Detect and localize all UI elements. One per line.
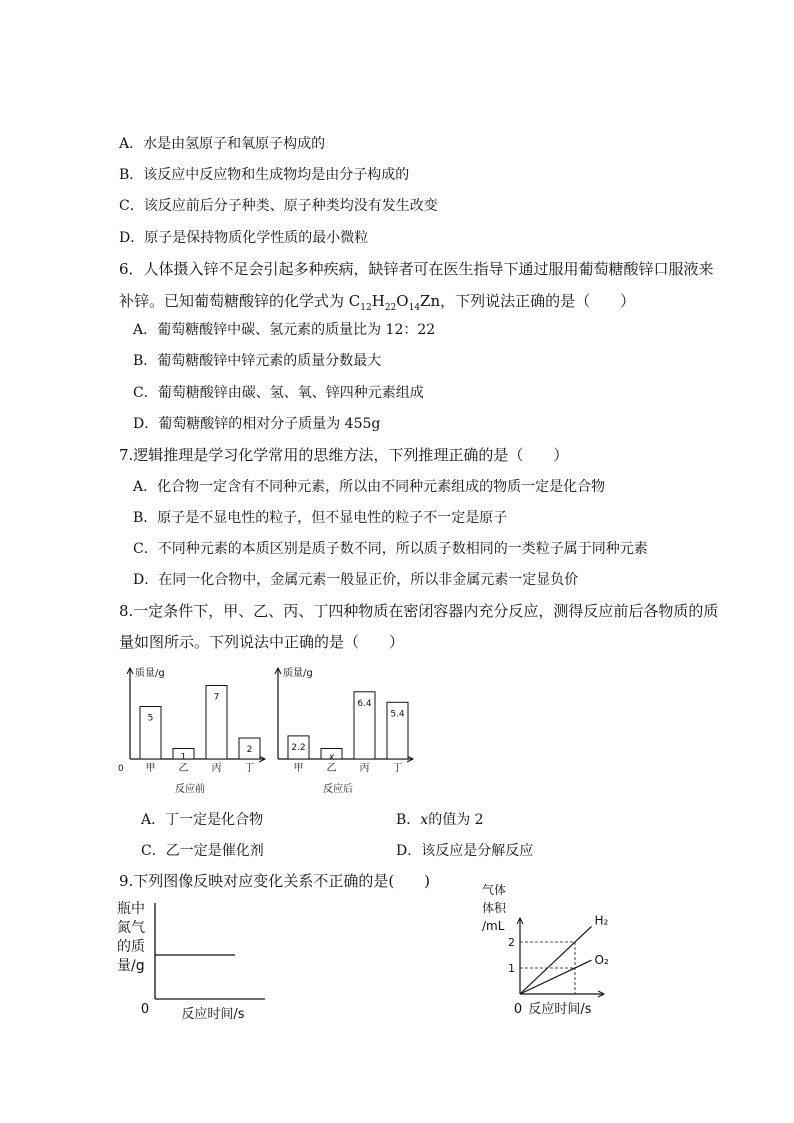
origin-label: 0 [140,1002,150,1017]
chart-title: 反应前 [175,784,205,795]
q6-stem-line2: 补锌。已知葡萄糖酸锌的化学式为 $C_{12}H_{22}O_{14}Zn$，下列说法正确的是（ ） [119,292,636,313]
y-axis-label: 质量/g [135,668,165,679]
q8-option-b: B．x的值为 2 [396,812,484,828]
q8-bar-charts [120,660,430,800]
q6-option-c: C．葡萄糖酸锌由碳、氢、氧、锌四种元素组成 [133,385,424,401]
origin-label: 0 [513,1002,523,1017]
y-axis-label-line: 量/g [117,958,145,974]
q8-stem-line2: 量如图所示。下列说法中正确的是（ ） [119,633,405,651]
q7-option-d: D．在同一化合物中，金属元素一般显正价，所以非金属元素一定显负价 [133,572,579,588]
bar-value-label: 6.4 [357,698,372,709]
y-axis-label-line: 体积 [482,901,507,915]
category-label: 丙 [211,763,222,774]
series-line-o2 [520,960,592,994]
y-axis-label-line: 瓶中 [117,901,145,917]
chart-title: 反应后 [323,784,353,795]
q5-option-c: C．该反应前后分子种类、原子种类均没有发生改变 [119,198,438,214]
category-label: 甲 [145,763,156,774]
q7-stem: 7.逻辑推理是学习化学常用的思维方法，下列推理正确的是（ ） [119,446,569,464]
category-label: 乙 [178,763,189,774]
bar-value-label: 5 [147,713,154,724]
chart-before-reaction [118,666,265,795]
category-label: 甲 [293,763,304,774]
q6-option-d: D．葡萄糖酸锌的相对分子质量为 455g [133,416,381,432]
category-label: 丁 [392,763,403,774]
y-tick-label: 2 [508,936,515,949]
bar-value-label: 2 [246,745,253,755]
category-label: 丙 [359,763,370,774]
y-axis-label-line: 氮气 [117,920,145,936]
bar-value-label: 2.2 [291,742,306,753]
series-label-o2: O₂ [594,953,609,968]
category-label: 丁 [244,763,255,774]
bar-value-label: 7 [213,692,220,703]
y-axis-label-line: 气体 [482,883,507,897]
q8-option-d: D．该反应是分解反应 [396,843,534,859]
y-axis-label-line: /mL [482,919,505,933]
q7-option-b: B．原子是不显电性的粒子，但不显电性的粒子不一定是原子 [133,510,508,526]
bar-value-label: 1 [180,752,187,763]
q6-option-b: B．葡萄糖酸锌中锌元素的质量分数最大 [133,353,382,369]
y-tick-label: 1 [508,962,515,975]
q6-stem-line1: 6．人体摄入锌不足会引起多种疾病，缺锌者可在医生指导下通过服用葡萄糖酸锌口服液来 [119,260,714,278]
category-label: 乙 [326,763,337,774]
q8-option-c: C．乙一定是催化剂 [141,843,264,859]
q8-option-a: A．丁一定是化合物 [141,812,264,828]
q7-option-a: A．化合物一定含有不同种元素，所以由不同种元素组成的物质一定是化合物 [133,479,606,495]
q8-stem-line1: 8.一定条件下，甲、乙、丙、丁四种物质在密闭容器内充分反应，测得反应前后各物质的质 [119,602,719,620]
series-label-h2: H₂ [594,913,609,928]
q9-stem: 9.下列图像反映对应变化关系不正确的是( ) [119,872,431,890]
x-axis-label: 反应时间/s [528,1002,592,1017]
q9-graph-nitrogen [115,895,275,1025]
origin-label: 0 [118,764,124,774]
zinc-gluconate-formula: $C_{12}H_{22}O_{14}Zn$ [348,292,441,313]
series-line-h2 [520,926,592,994]
bar-value-label: 5.4 [390,709,405,720]
y-axis-label: 质量/g [283,668,313,679]
q7-option-c: C．不同种元素的本质区别是质子数不同，所以质子数相同的一类粒子属于同种元素 [133,541,648,557]
x-axis-label: 反应时间/s [181,1007,245,1022]
q5-option-b: B．该反应中反应物和生成物均是由分子构成的 [119,167,410,183]
q5-option-d: D．原子是保持物质化学性质的最小微粒 [119,230,369,246]
y-axis-label-line: 的质 [117,939,145,955]
q9-graph-gas-volume [478,880,618,1025]
q6-option-a: A．葡萄糖酸锌中碳、氢元素的质量比为 12：22 [133,322,436,338]
q5-option-a: A．水是由氢原子和氧原子构成的 [119,136,326,152]
bar-value-label: x [328,752,335,763]
chart-after-reaction [275,666,413,795]
